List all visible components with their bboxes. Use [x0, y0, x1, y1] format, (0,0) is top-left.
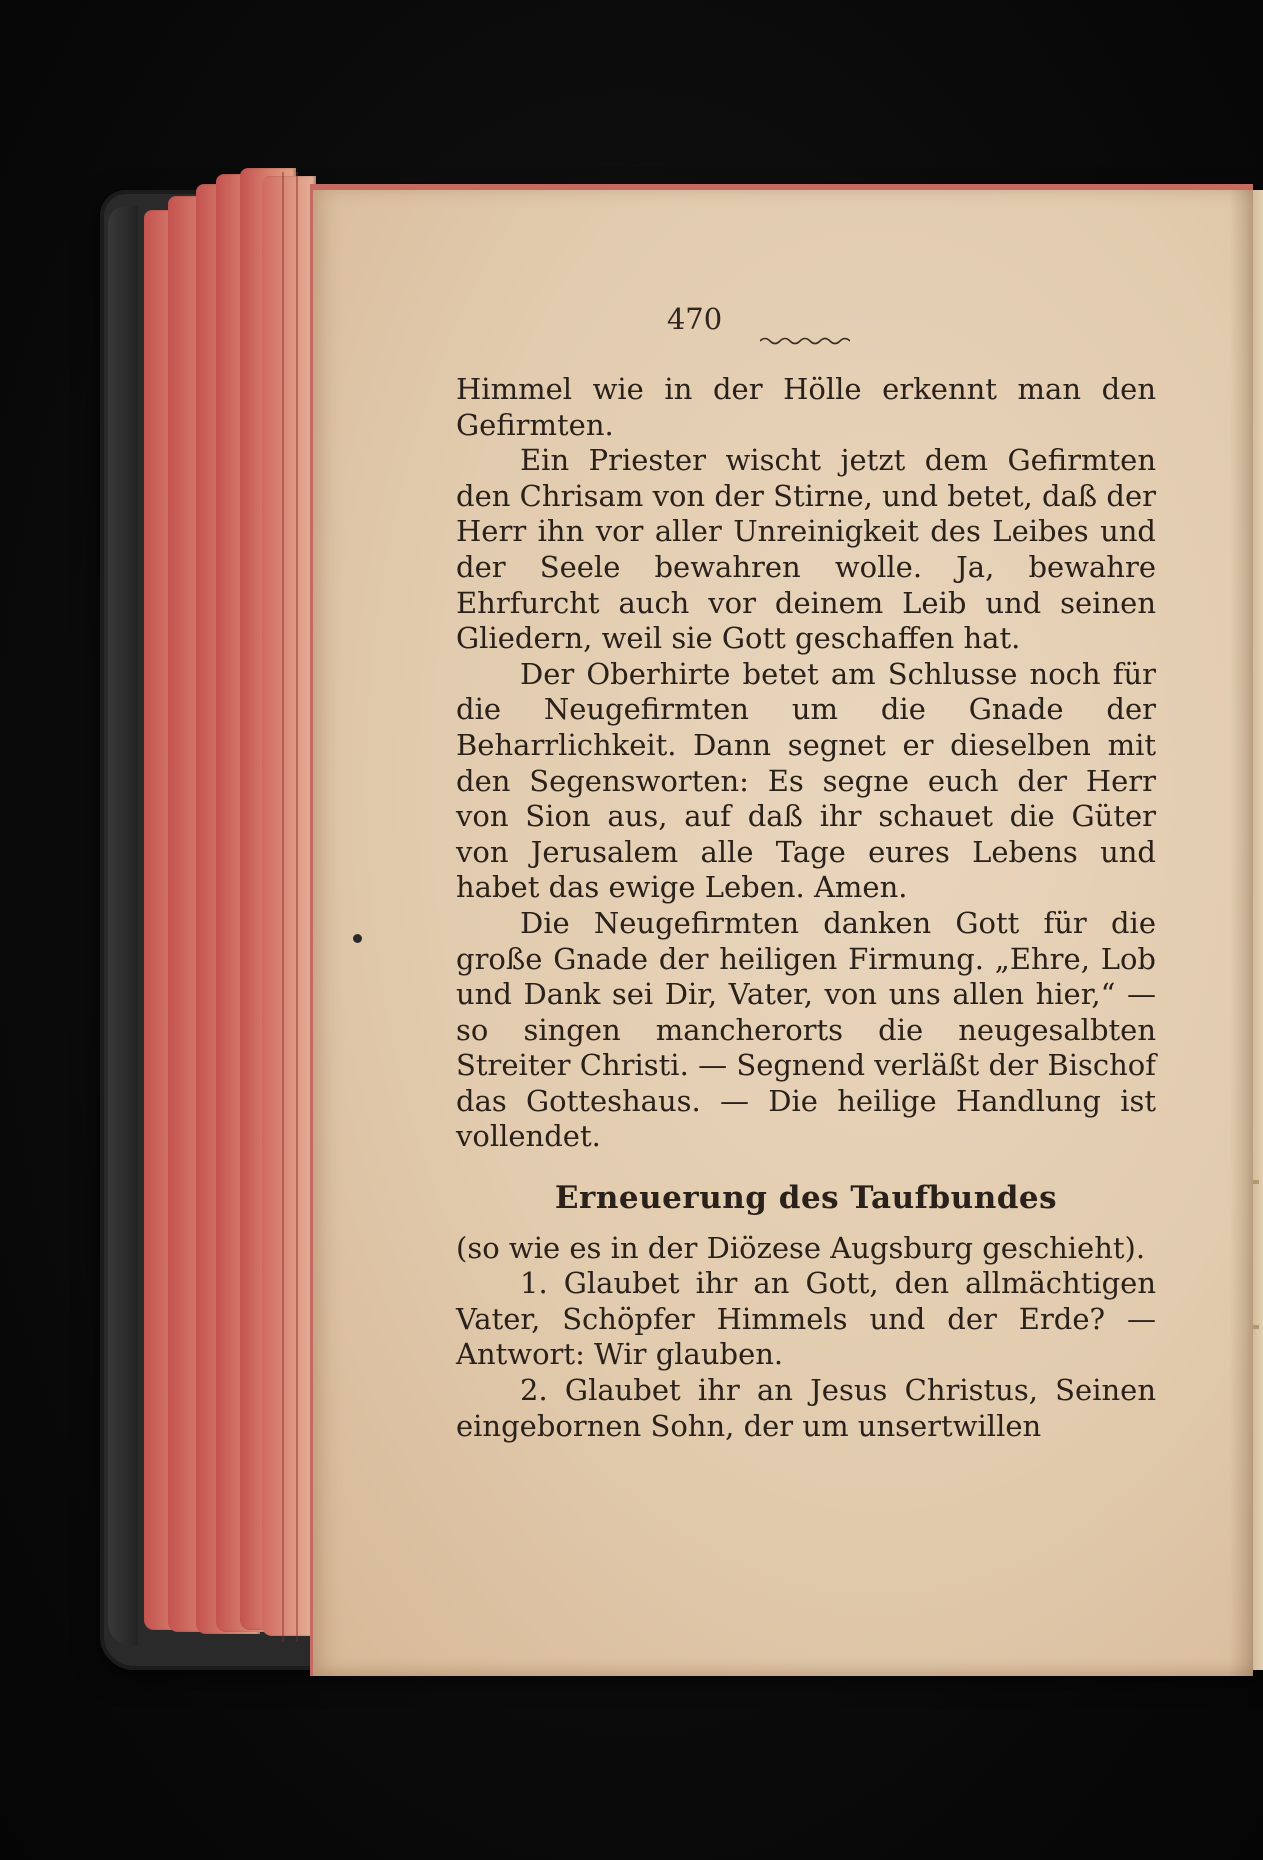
- page-edge: [262, 176, 316, 1636]
- paragraph: Himmel wie in der Hölle erkennt man den Gefirmten.: [456, 372, 1156, 442]
- ornament-rule: [760, 336, 850, 346]
- page-edge-line: [296, 172, 298, 1642]
- question-paragraph: 1. Glaubet ihr an Gott, den allmächtigen Vater, Schöpfer Himmels und der Erde? — Antwort: Wir glauben.: [456, 1266, 1156, 1372]
- section-subtitle: (so wie es in der Diözese Augsburg geschieht).: [456, 1230, 1146, 1265]
- page-text: [456, 372, 1156, 1444]
- page-number: 470: [666, 302, 723, 336]
- ink-dot: [353, 934, 362, 943]
- question-paragraph: 2. Glaubet ihr an Jesus Christus, Seinen eingebornen Sohn, der um unsertwillen: [456, 1373, 1156, 1443]
- paragraph: Die Neugefirmten danken Gott für die große Gnade der heiligen Firmung. „Ehre, Lob und Dank sei Dir, Vater, von uns allen hier,“ — so singen mancherorts die neugesalbten Streiter Christi. — Segnend verläßt der Bischof das Gotteshaus. — Die heilige Handlung ist vollendet.: [456, 905, 1156, 1154]
- section-heading: Erneuerung des Taufbundes: [554, 1180, 1058, 1217]
- paragraph: Der Oberhirte betet am Schlusse noch für die Neugefirmten um die Gnade der Beharrlichkeit. Dann segnet er dieselben mit den Segensworten: Es segne euch der Herr von Sion aus, auf daß ihr schauet die Güter von Jerusalem alle Tage eures Lebens und habet das ewige Leben. Amen.: [456, 656, 1156, 905]
- page-number-wrap: [0, 302, 1263, 336]
- page-edge-line: [282, 172, 284, 1642]
- paragraph: Ein Priester wischt jetzt dem Gefirmten den Chrisam von der Stirne, und betet, daß der Herr ihn vor aller Unreinigkeit des Leibes und der Seele bewahren wolle. Ja, bewahre Ehrfurcht auch vor deinem Leib und seinen Gliedern, weil sie Gott geschaffen hat.: [456, 443, 1156, 656]
